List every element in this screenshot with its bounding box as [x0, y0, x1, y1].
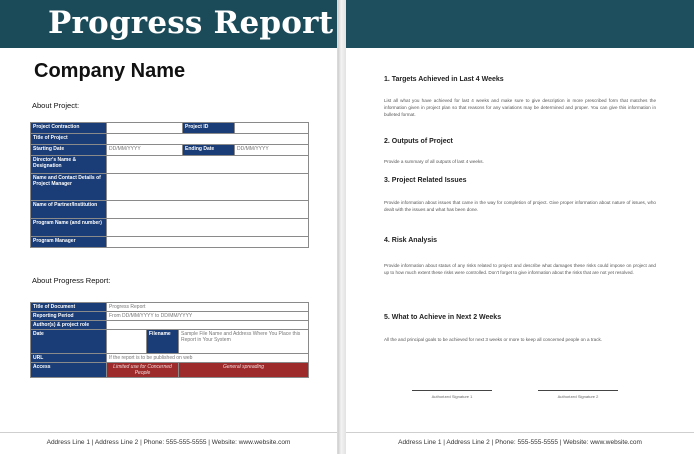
about-progress-label: About Progress Report:	[32, 276, 111, 285]
ending-date-value[interactable]: DD/MM/YYYY	[235, 145, 309, 156]
heading-project-issues: 3. Project Related Issues	[384, 177, 467, 184]
access-label: Access	[31, 363, 107, 378]
title-of-document-label: Title of Document	[31, 303, 107, 312]
company-name: Company Name	[34, 60, 186, 82]
body-next-weeks: All the and principal goals to be achieved for next 3 weeks or more to keep all concerned people on a track.	[384, 337, 603, 342]
date-value[interactable]	[107, 330, 147, 354]
body-risk-analysis: Provide information about status of any risks related to project and describe what damages these risks could impose on project and up to how much extent these risks were controlled. Don't forget to give information about the risks that are not yet resolved.	[384, 263, 656, 275]
program-name-value[interactable]	[107, 219, 309, 237]
url-label: URL	[31, 354, 107, 363]
ending-date-label: Ending Date	[183, 145, 235, 156]
left-footer	[0, 432, 337, 454]
filename-value[interactable]: Sample File Name and Address Where You Place this Report in Your System	[179, 330, 309, 354]
program-manager-label: Program Manager	[31, 237, 107, 248]
banner-title: Progress Report	[48, 5, 334, 41]
reporting-period-label: Reporting Period	[31, 312, 107, 321]
access-general-option[interactable]: General spreading	[179, 363, 309, 378]
project-id-label: Project ID	[183, 123, 235, 134]
date-label: Date	[31, 330, 107, 354]
title-of-project-value[interactable]	[107, 134, 309, 145]
left-footer-text: Address Line 1 | Address Line 2 | Phone: 555-555-5555 | Website: www.website.com	[46, 439, 291, 446]
project-contraction-label: Project Contraction	[31, 123, 107, 134]
right-footer	[346, 432, 694, 454]
directors-name-label: Director's Name & Designation	[31, 156, 107, 174]
partner-name-label: Name of Partner/Institution	[31, 201, 107, 219]
right-footer-text: Address Line 1 | Address Line 2 | Phone: 555-555-5555 | Website: www.website.com	[398, 439, 642, 446]
starting-date-value[interactable]: DD/MM/YYYY	[107, 145, 183, 156]
partner-name-value[interactable]	[107, 201, 309, 219]
authors-label: Author(s) & project role	[31, 321, 107, 330]
url-value[interactable]: If the report is to be published on web	[107, 354, 309, 363]
right-banner	[346, 0, 694, 48]
signature-label-2: Authorized Signature 2	[557, 394, 599, 399]
access-limited-option[interactable]: Limited use for Concerned People	[107, 363, 179, 378]
left-page	[0, 0, 338, 454]
body-targets-achieved: List all what you have achieved for last 4 weeks and make sure to give description in more prescribed form that matches the information given in project plan so that reasons for any variations may be determined and proper. You can give this information in bulleted format.	[384, 98, 656, 117]
authors-value[interactable]	[107, 321, 309, 330]
starting-date-label: Starting Date	[31, 145, 107, 156]
body-outputs: Provide a summary of all outputs of last 4 weeks.	[384, 159, 484, 164]
program-manager-value[interactable]	[107, 237, 309, 248]
heading-outputs: 2. Outputs of Project	[384, 138, 453, 145]
heading-targets-achieved: 1. Targets Achieved in Last 4 Weeks	[384, 76, 504, 83]
about-project-label: About Project:	[32, 101, 80, 110]
heading-risk-analysis: 4. Risk Analysis	[384, 237, 438, 244]
project-contraction-value[interactable]	[107, 123, 183, 134]
heading-next-weeks: 5. What to Achieve in Next 2 Weeks	[384, 314, 502, 321]
title-of-project-label: Title of Project	[31, 134, 107, 145]
signature-line-2[interactable]	[538, 390, 618, 391]
signature-label-1: Authorized Signature 1	[431, 394, 473, 399]
right-page	[346, 0, 694, 454]
progress-table	[30, 302, 309, 378]
title-banner	[0, 0, 337, 48]
contact-details-value[interactable]	[107, 174, 309, 201]
contact-details-label: Name and Contact Details of Project Manager	[31, 174, 107, 201]
project-id-value[interactable]	[235, 123, 309, 134]
directors-name-value[interactable]	[107, 156, 309, 174]
filename-label: Filename	[147, 330, 179, 354]
signature-line-1[interactable]	[412, 390, 492, 391]
title-of-document-value[interactable]: Progress Report	[107, 303, 309, 312]
body-project-issues: Provide information about issues that came in the way for completion of project. Give proper information about nature of issues, who dealt with the issues and what has been done.	[384, 200, 656, 212]
program-name-label: Program Name (and number)	[31, 219, 107, 237]
reporting-period-value[interactable]: From DD/MM/YYYY to DD/MM/YYYY	[107, 312, 309, 321]
page-gutter	[338, 0, 346, 454]
project-table	[30, 122, 309, 248]
